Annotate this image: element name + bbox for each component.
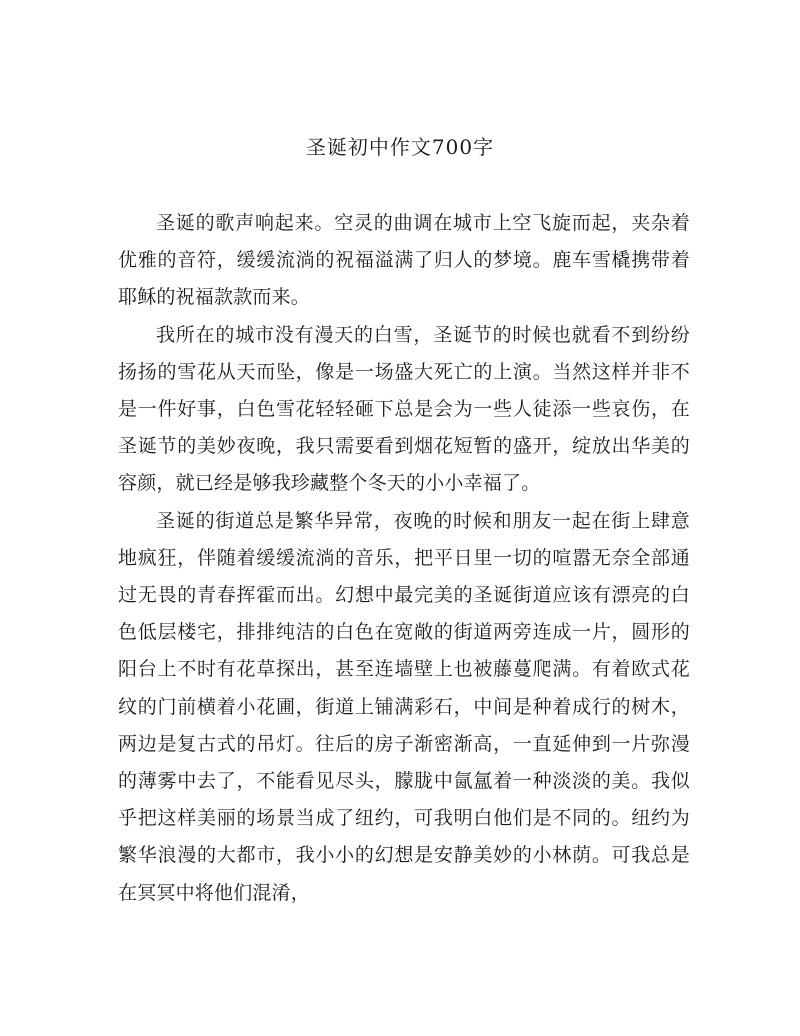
document-title: 圣诞初中作文700字 [305,135,495,159]
paragraph-1: 圣诞的歌声响起来。空灵的曲调在城市上空飞旋而起，夹杂着优雅的音符，缓缓流淌的祝福溢满了归人的梦境。鹿车雪橇携带着耶稣的祝福款款而来。 [118,212,690,309]
paragraph-2: 我所在的城市没有漫天的白雪，圣诞节的时候也就看不到纷纷扬扬的雪花从天而坠，像是一场盛大死亡的上演。当然这样并非不是一件好事，白色雪花轻轻砸下总是会为一些人徒添一些哀伤，在圣诞节的美妙夜晚，我只需要看到烟花短暂的盛开，绽放出华美的容颜，就已经是够我珍藏整个冬天的小小幸福了。 [118,323,690,495]
paragraph-3: 圣诞的街道总是繁华异常，夜晚的时候和朋友一起在街上肆意地疯狂，伴随着缓缓流淌的音乐，把平日里一切的喧嚣无奈全部通过无畏的青春挥霍而出。幻想中最完美的圣诞街道应该有漂亮的白色低层楼宅，排排纯洁的白色在宽敞的街道两旁连成一片，圆形的阳台上不时有花草探出，甚至连墙壁上也被藤蔓爬满。有着欧式花纹的门前横着小花圃，街道上铺满彩石，中间是种着成行的树木，两边是复古式的吊灯。往后的房子渐密渐高，一直延伸到一片弥漫的薄雾中去了，不能看见尽头，朦胧中氤氲着一种淡淡的美。我似乎把这样美丽的场景当成了纽约，可我明白他们是不同的。纽约为繁华浪漫的大都市，我小小的幻想是安静美妙的小林荫。可我总是在冥冥中将他们混淆， [118,509,690,904]
document-body [118,205,690,912]
